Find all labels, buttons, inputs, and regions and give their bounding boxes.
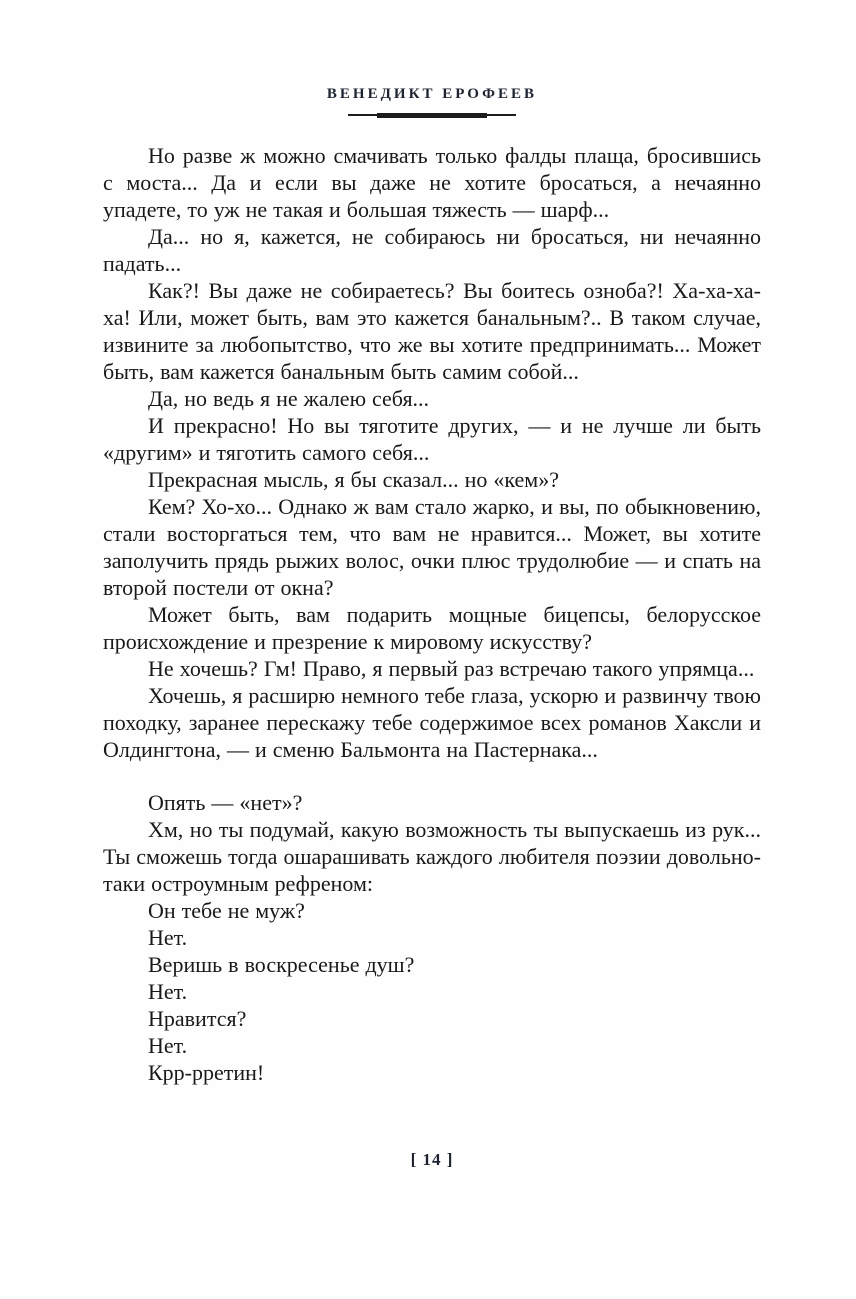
paragraph: Да, но ведь я не жалею себя... (148, 386, 430, 411)
paragraph: Прекрасная мысль, я бы сказал... но «кем»? (148, 467, 559, 492)
paragraph: Нет. (148, 1033, 188, 1058)
page-footer (103, 1150, 761, 1170)
paragraph: Как?! Вы даже не собираетесь? Вы боитесь озноба?! Ха-ха-ха-ха! Или, может быть, вам это кажется банальным?.. В таком случае, извините за любопытство, что же вы хотите предпринимать... Может быть, вам кажется банальным быть самим собой... (103, 278, 761, 384)
paragraph: И прекрасно! Но вы тяготите других, — и не лучше ли быть «другим» и тяготить самого себя... (103, 413, 761, 465)
running-title: ВЕНЕДИКТ ЕРОФЕЕВ (326, 86, 538, 102)
paragraph: Нет. (148, 925, 188, 950)
text-section (103, 789, 761, 1086)
paragraph: Хочешь, я расширю немного тебе глаза, ускорю и развинчу твою походку, заранее перескажу тебе содержимое всех романов Хаксли и Олдингтона, — и сменю Бальмонта на Пастернака... (103, 683, 761, 762)
running-header (103, 86, 761, 118)
header-ornament-rule (103, 112, 761, 118)
paragraph: Нравится? (148, 1006, 247, 1031)
paragraph: Не хочешь? Гм! Право, я первый раз встречаю такого упрямца... (148, 656, 755, 681)
paragraph: Он тебе не муж? (148, 898, 305, 923)
paragraph: Да... но я, кажется, не собираюсь ни бросаться, ни нечаянно падать... (103, 224, 761, 276)
page-body (103, 142, 761, 1086)
paragraph: Кем? Хо-хо... Однако ж вам стало жарко, и вы, по обыкновению, стали восторгаться тем, что вам не нравится... Может, вы хотите заполучить прядь рыжих волос, очки плюс трудолюбие — и спать на второй постели от окна? (103, 494, 761, 600)
ornament-thick-bar (377, 113, 487, 118)
text-section (103, 142, 761, 763)
paragraph: Веришь в воскресенье душ? (148, 952, 415, 977)
page-number: [ 14 ] (410, 1150, 454, 1169)
paragraph: Но разве ж можно смачивать только фалды плаща, бросившись с моста... Да и если вы даже не хотите бросаться, а нечаянно упадете, то уж не такая и большая тяжесть — шарф... (103, 143, 761, 222)
paragraph: Хм, но ты подумай, какую возможность ты выпускаешь из рук... Ты сможешь тогда ошарашивать каждого любителя поэзии довольно-таки остроумным рефреном: (103, 817, 761, 896)
paragraph: Нет. (148, 979, 188, 1004)
paragraph: Опять — «нет»? (148, 790, 303, 815)
paragraph: Может быть, вам подарить мощные бицепсы, белорусское происхождение и презрение к мировому искусству? (103, 602, 761, 654)
paragraph: Крр-рретин! (148, 1060, 265, 1085)
ornament-thin-right (487, 114, 516, 116)
ornament-thin-left (348, 114, 377, 116)
